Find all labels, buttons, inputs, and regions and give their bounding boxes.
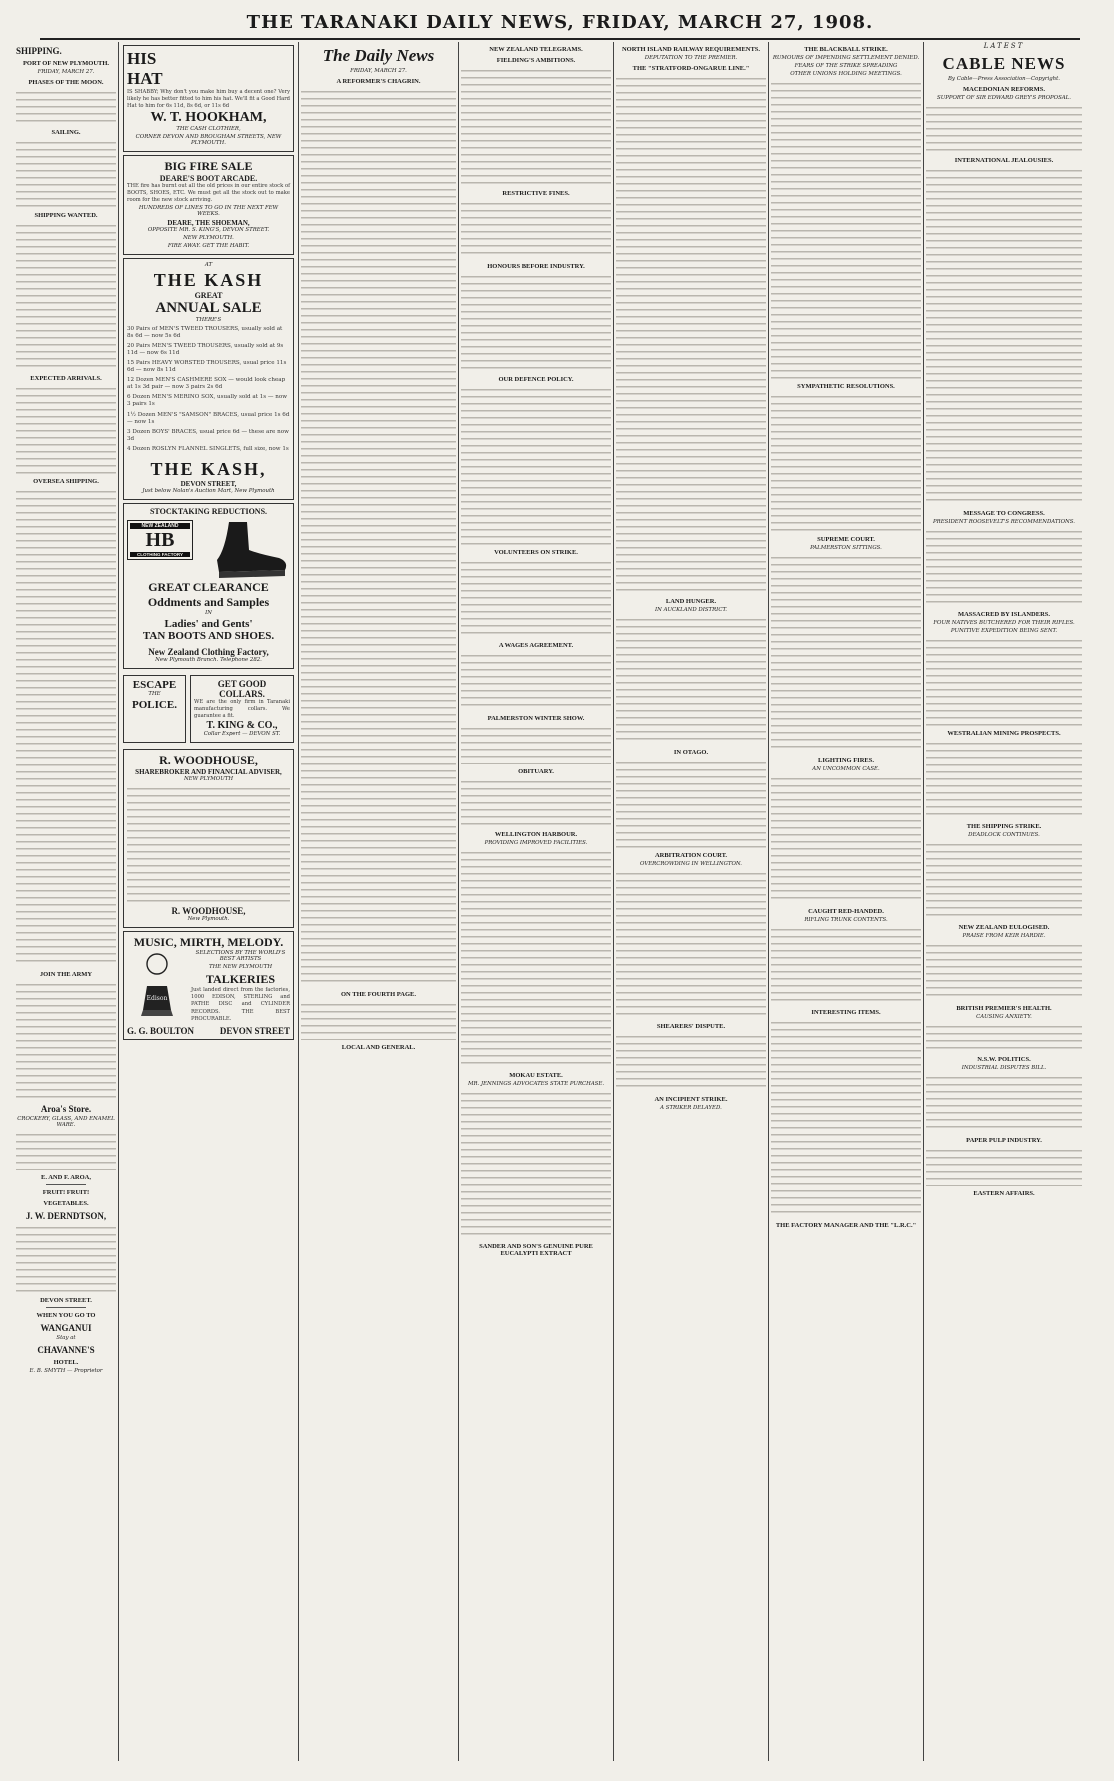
column-editorial bbox=[301, 42, 456, 1761]
hat-body: IS SHABBY; Why don't you make him buy a decent one? Very likely he has better fitted to him his hat. We'll fit a Good Hard Hat to him for 6s 11d, 8s 6d, or 11s 6d bbox=[127, 89, 290, 110]
filler-text bbox=[16, 221, 116, 371]
talkeries-ad bbox=[123, 931, 294, 1039]
chavanne-text: CHAVANNE'S bbox=[37, 1345, 95, 1356]
oddments-text: Oddments and Samples bbox=[147, 594, 270, 609]
mokau-sub: MR. JENNINGS ADVOCATES STATE PURCHASE. bbox=[467, 1081, 605, 1087]
filler-text bbox=[461, 651, 611, 711]
column-rule bbox=[298, 42, 299, 1761]
filler-text bbox=[616, 869, 766, 1019]
kash-sale-item: 20 Pairs MEN'S TWEED TROUSERS, usually sold at 9s 11d — now 6s 11d bbox=[127, 342, 284, 356]
sander-heading: SANDER AND SON'S GENUINE PURE EUCALYPTI EXTRACT bbox=[479, 1243, 593, 1257]
great-clearance: GREAT CLEARANCE bbox=[148, 579, 269, 594]
king-name: T. KING & CO., bbox=[206, 720, 278, 732]
devon-street: DEVON STREET. bbox=[40, 1297, 92, 1305]
hookham-ad bbox=[123, 45, 294, 152]
filler-text bbox=[771, 79, 921, 379]
deare-address: OPPOSITE MR. S. KING'S, DEVON STREET. bbox=[147, 226, 270, 233]
massacred-sub: FOUR NATIVES BUTCHERED FOR THEIR RIFLES. bbox=[933, 620, 1075, 626]
defence-heading: OUR DEFENCE POLICY. bbox=[498, 376, 574, 383]
king-sub: Collar Expert — DEVON ST. bbox=[203, 731, 281, 738]
dispute-sub: INDUSTRIAL DISPUTES BILL. bbox=[961, 1065, 1047, 1071]
at-text: AT bbox=[204, 261, 213, 268]
kash-sale-item: 30 Pairs of MEN'S TWEED TROUSERS, usually sold at 8s 6d — now 5s 6d bbox=[127, 325, 283, 339]
filler-text bbox=[16, 1223, 116, 1293]
kash-sale-item: 3 Dozen BOYS' BRACES, usual price 6d — these are now 3d bbox=[127, 428, 289, 442]
hb-logo bbox=[127, 520, 193, 560]
palmerston-heading: PALMERSTON WINTER SHOW. bbox=[487, 715, 585, 722]
fourth-page-heading: ON THE FOURTH PAGE. bbox=[340, 991, 416, 998]
when-text: WHEN YOU GO TO bbox=[36, 1312, 96, 1320]
deare-ad bbox=[123, 155, 294, 254]
kash-address: Just below Nolan's Auction Mart, New Plymouth bbox=[142, 487, 275, 494]
shipping-strike-heading: THE SHIPPING STRIKE. bbox=[966, 823, 1042, 830]
filler-text bbox=[771, 392, 921, 532]
lighting-heading: LIGHTING FIRES. bbox=[818, 757, 874, 764]
filler-text bbox=[461, 558, 611, 638]
escape-ad bbox=[123, 675, 186, 743]
interesting-heading: INTERESTING ITEMS. bbox=[811, 1009, 881, 1016]
ladies-text: Ladies' and Gents' bbox=[164, 617, 253, 630]
tan-boots: TAN BOOTS AND SHOES. bbox=[142, 629, 275, 642]
woodhouse-sub: SHAREBROKER AND FINANCIAL ADVISER, bbox=[135, 768, 282, 777]
arrivals-heading: EXPECTED ARRIVALS. bbox=[30, 375, 102, 383]
kash-sale-item: 1½ Dozen MEN'S "SAMSON" BRACES, usual price 1s 6d — now 1s bbox=[127, 411, 290, 425]
filler-text bbox=[771, 774, 921, 904]
aroa-sub: CROCKERY, GLASS, AND ENAMEL WARE. bbox=[17, 1116, 115, 1129]
hookham-address: CORNER DEVON AND BROUGHAM STREETS, NEW PLYMOUTH. bbox=[135, 134, 282, 147]
great-text: GREAT bbox=[194, 290, 223, 300]
filler-text bbox=[616, 74, 766, 594]
latest-text: LATEST bbox=[983, 42, 1025, 50]
nsw-heading: N.S.W. POLITICS. bbox=[977, 1056, 1031, 1063]
shipping-heading: SHIPPING. bbox=[16, 46, 62, 56]
deare-town: NEW PLYMOUTH. bbox=[183, 234, 234, 241]
sympathetic-heading: SYMPATHETIC RESOLUTIONS. bbox=[797, 383, 895, 390]
deare-hundreds: HUNDREDS OF LINES TO GO IN THE NEXT FEW WEEKS. bbox=[138, 204, 279, 217]
filler-text bbox=[16, 88, 116, 125]
nz-clothing-ad bbox=[123, 503, 294, 669]
column-shipping bbox=[16, 42, 116, 1761]
talkeries-body: Just landed direct from the factories, 1000 EDISON, STERLING and PATHE DISC and CYLINDER RECORDS. THE BEST PROCURABLE. bbox=[191, 987, 290, 1022]
woodhouse-town-2: New Plymouth. bbox=[187, 916, 230, 923]
port-heading: PORT OF NEW PLYMOUTH. bbox=[22, 60, 110, 67]
filler-text bbox=[301, 1000, 456, 1040]
filler-text bbox=[926, 636, 1082, 726]
filler-text bbox=[461, 272, 611, 372]
fruit-heading: FRUIT! FRUIT! bbox=[42, 1189, 90, 1197]
caught-heading: CAUGHT RED-HANDED. bbox=[808, 908, 884, 915]
deare-body: THE fire has burnt out all the old prices in our entire stock of BOOTS, SHOES, ETC. We must get all the stock out to make room for the new stock arriving. bbox=[127, 183, 290, 204]
boot-icon bbox=[199, 520, 289, 580]
blackball-heading: THE BLACKBALL STRIKE. bbox=[804, 46, 888, 53]
obituary-heading: OBITUARY. bbox=[518, 768, 554, 775]
escape-collar-row bbox=[121, 672, 296, 746]
palmerston-sittings: PALMERSTON SITTINGS. bbox=[810, 545, 882, 551]
deare-name: DEARE, THE SHOEMAN, bbox=[167, 218, 250, 227]
harbour-sub: PROVIDING IMPROVED FACILITIES. bbox=[484, 840, 588, 846]
escape-text: ESCAPE bbox=[132, 678, 177, 691]
smyth-text: E. B. SMYTH — Proprietor bbox=[29, 1368, 103, 1375]
aroa-address: E. AND F. AROA, bbox=[41, 1174, 91, 1182]
lighting-sub: AN UNCOMMON CASE. bbox=[812, 766, 880, 772]
cable-news-heading: CABLE NEWS bbox=[942, 54, 1066, 73]
boulton-name: G. G. BOULTON bbox=[127, 1025, 195, 1036]
devon-street-text: DEVON STREET bbox=[219, 1025, 290, 1036]
punitive-sub: PUNITIVE EXPEDITION BEING SENT. bbox=[950, 628, 1058, 634]
land-heading: LAND HUNGER. bbox=[665, 598, 717, 605]
gramophone-icon bbox=[127, 950, 187, 1020]
stratford-heading: THE "STRATFORD-ONGARUE LINE." bbox=[632, 65, 750, 72]
woodhouse-name: R. WOODHOUSE, bbox=[159, 753, 258, 768]
hookham-sub: THE CASH CLOTHIER, bbox=[176, 126, 241, 133]
divider bbox=[46, 1307, 86, 1308]
join-army-heading: JOIN THE ARMY bbox=[39, 971, 93, 979]
stocktaking-heading: STOCKTAKING REDUCTIONS. bbox=[149, 506, 268, 516]
massacred-heading: MASSACRED BY ISLANDERS. bbox=[957, 611, 1051, 618]
talkeries-heading: TALKERIES bbox=[205, 972, 276, 987]
reformer-heading: A REFORMER'S CHAGRIN. bbox=[336, 78, 421, 85]
arbitration-sub: OVERCROWDING IN WELLINGTON. bbox=[640, 861, 742, 867]
macedonian-heading: MACEDONIAN REFORMS. bbox=[963, 86, 1045, 93]
column-adverts bbox=[121, 42, 296, 1761]
filler-text bbox=[301, 87, 456, 987]
deadlock-sub: DEADLOCK CONTINUES. bbox=[968, 832, 1040, 838]
wanganui-text: WANGANUI bbox=[40, 1323, 92, 1334]
branch-text: New Plymouth Branch. Telephone 282. bbox=[155, 656, 262, 663]
filler-text bbox=[926, 739, 1082, 819]
filler-text bbox=[461, 66, 611, 186]
mokau-heading: MOKAU ESTATE. bbox=[509, 1072, 563, 1079]
daily-news-title: The Daily News bbox=[322, 46, 435, 65]
causing-sub: CAUSING ANXIETY. bbox=[976, 1014, 1032, 1020]
filler-text bbox=[461, 385, 611, 545]
harbour-heading: WELLINGTON HARBOUR. bbox=[494, 831, 578, 838]
masthead: THE TARANAKI DAILY NEWS, FRIDAY, MARCH 27, 1908. bbox=[40, 8, 1080, 40]
column-rule bbox=[923, 42, 924, 1761]
column-rule bbox=[768, 42, 769, 1761]
collars-body: WE are the only firm in Taranaki manufacturing collars. We guarantee a fit. bbox=[194, 698, 290, 720]
annual-sale: ANNUAL SALE bbox=[155, 299, 262, 316]
arbitration-heading: ARBITRATION COURT. bbox=[654, 852, 728, 859]
logo-nz: NEW ZEALAND bbox=[130, 523, 190, 529]
cable-sub: By Cable—Press Association—Copyright. bbox=[947, 76, 1061, 82]
bigfire-text: BIG FIRE SALE bbox=[164, 159, 253, 174]
congress-sub: PRESIDENT ROOSEVELT'S RECOMMENDATIONS. bbox=[933, 519, 1075, 525]
restrictive-heading: RESTRICTIVE FINES. bbox=[502, 190, 570, 197]
filler-text bbox=[771, 553, 921, 753]
theres-text: THERE'S bbox=[195, 316, 222, 323]
shearers-heading: SHEARERS' DISPUTE. bbox=[656, 1023, 726, 1030]
filler-text bbox=[461, 848, 611, 1068]
congress-heading: MESSAGE TO CONGRESS. bbox=[963, 510, 1045, 517]
deare-heading: DEARE'S BOOT ARCADE. bbox=[159, 174, 258, 184]
railway-heading: NORTH ISLAND RAILWAY REQUIREMENTS. bbox=[621, 46, 761, 53]
woodhouse-town: NEW PLYMOUTH bbox=[183, 776, 234, 783]
blackball-sub: RUMOURS OF IMPENDING SETTLEMENT DENIED. bbox=[772, 55, 920, 61]
filler-text bbox=[771, 1018, 921, 1218]
caught-sub: RIFLING TRUNK CONTENTS. bbox=[804, 917, 888, 923]
collars-heading: GET GOOD COLLARS. bbox=[217, 678, 267, 699]
filler-text bbox=[616, 1032, 766, 1092]
filler-text bbox=[926, 1073, 1082, 1133]
column-railway bbox=[616, 42, 766, 1761]
filler-text bbox=[926, 941, 1082, 1001]
filler-text bbox=[771, 925, 921, 1005]
kash-footer: THE KASH, bbox=[150, 458, 267, 479]
filler-text bbox=[926, 103, 1082, 153]
divider bbox=[46, 1184, 86, 1185]
factory-manager-heading: THE FACTORY MANAGER AND THE "L.R.C." bbox=[775, 1222, 917, 1229]
vegetables-heading: VEGETABLES. bbox=[43, 1200, 89, 1208]
fielding-heading: FIELDING'S AMBITIONS. bbox=[496, 57, 576, 64]
honours-heading: HONOURS BEFORE INDUSTRY. bbox=[487, 263, 585, 270]
filler-text bbox=[926, 1022, 1082, 1052]
column-rule bbox=[458, 42, 459, 1761]
kash-street: DEVON STREET, bbox=[180, 479, 237, 488]
filler-text bbox=[16, 384, 116, 474]
railway-sub: DEPUTATION TO THE PREMIER. bbox=[644, 55, 738, 61]
filler-text bbox=[461, 777, 611, 827]
volunteers-heading: VOLUNTEERS ON STRIKE. bbox=[494, 549, 578, 556]
selections-text: SELECTIONS BY THE WORLD'S BEST ARTISTS bbox=[195, 950, 286, 963]
his-text: HIS bbox=[127, 49, 157, 68]
overseas-heading: OVERSEA SHIPPING. bbox=[33, 478, 99, 486]
column-rule bbox=[613, 42, 614, 1761]
other-unions-text: OTHER UNIONS HOLDING MEETINGS. bbox=[790, 71, 902, 77]
land-sub: IN AUCKLAND DISTRICT. bbox=[655, 607, 727, 613]
new-plymouth-text: THE NEW PLYMOUTH bbox=[208, 964, 273, 971]
hotel-text: HOTEL. bbox=[53, 1359, 79, 1367]
otago-heading: IN OTAGO. bbox=[673, 749, 709, 756]
collars-ad bbox=[190, 675, 294, 743]
filler-text bbox=[16, 980, 116, 1100]
paper-heading: PAPER PULP INDUSTRY. bbox=[966, 1137, 1042, 1144]
music-heading: MUSIC, MIRTH, MELODY. bbox=[133, 935, 284, 950]
kash-sale-item: 6 Dozen MEN'S MERINO SOX, usually sold at 1s — now 3 pairs 1s bbox=[127, 394, 288, 408]
filler-text bbox=[16, 138, 116, 208]
filler-text bbox=[616, 758, 766, 848]
incipient-sub: A STRIKER DELAYED. bbox=[660, 1105, 722, 1111]
hat-text: HAT bbox=[127, 69, 163, 88]
incipient-heading: AN INCIPIENT STRIKE. bbox=[654, 1096, 728, 1103]
hookham-name: W. T. HOOKHAM, bbox=[150, 110, 267, 126]
nz-eulogised-heading: NEW ZEALAND EULOGISED. bbox=[958, 924, 1050, 931]
column-blackball bbox=[771, 42, 921, 1761]
kash-sale-item: 15 Pairs HEAVY WORSTED TROUSERS, usual price 11s 6d — now 8s 11d bbox=[127, 359, 287, 374]
filler-text bbox=[926, 166, 1082, 506]
kash-ad bbox=[123, 258, 294, 500]
eastern-heading: EASTERN AFFAIRS. bbox=[973, 1190, 1035, 1197]
sailing-heading: SAILING. bbox=[51, 129, 81, 137]
filler-text bbox=[461, 724, 611, 764]
premier-heading: BRITISH PREMIER'S HEALTH. bbox=[956, 1005, 1052, 1012]
column-rule bbox=[118, 42, 119, 1761]
aroa-heading: Aroa's Store. bbox=[40, 1104, 92, 1115]
nz-clothing-factory: New Zealand Clothing Factory, bbox=[148, 646, 269, 657]
filler-text bbox=[461, 199, 611, 259]
filler-text bbox=[461, 1089, 611, 1239]
westralian-heading: WESTRALIAN MINING PROSPECTS. bbox=[947, 730, 1061, 737]
filler-text bbox=[16, 1130, 116, 1170]
the-text: THE bbox=[148, 690, 161, 697]
column-nz-telegrams bbox=[461, 42, 611, 1761]
filler-text bbox=[127, 784, 290, 904]
filler-text bbox=[926, 1146, 1082, 1186]
local-general-heading: LOCAL AND GENERAL. bbox=[341, 1044, 416, 1051]
filler-text bbox=[16, 487, 116, 967]
woodhouse-name-2: R. WOODHOUSE, bbox=[171, 906, 246, 917]
international-heading: INTERNATIONAL JEALOUSIES. bbox=[954, 157, 1054, 164]
edison-label: Edison bbox=[146, 995, 168, 1003]
wages-heading: A WAGES AGREEMENT. bbox=[498, 642, 574, 649]
fears-text: FEARS OF THE STRIKE SPREADING bbox=[794, 63, 898, 69]
filler-text bbox=[926, 527, 1082, 607]
logo-hb: HB bbox=[145, 528, 175, 551]
in-text: IN bbox=[205, 609, 212, 616]
column-cable-news bbox=[926, 42, 1082, 1761]
woodhouse-ad bbox=[123, 749, 294, 928]
filler-text bbox=[926, 840, 1082, 920]
supreme-heading: SUPREME COURT. bbox=[817, 536, 875, 543]
filler-text bbox=[616, 615, 766, 745]
deare-footer: FIRE AWAY. GET THE HABIT. bbox=[167, 242, 250, 249]
kash-items bbox=[127, 326, 290, 453]
shipping-date: FRIDAY, MARCH 27. bbox=[37, 69, 95, 75]
nz-telegrams-heading: NEW ZEALAND TELEGRAMS. bbox=[489, 46, 583, 53]
derndtson-name: J. W. DERNDTSON, bbox=[25, 1211, 107, 1222]
stay-text: Stay at bbox=[56, 1335, 76, 1342]
editorial-date: FRIDAY, MARCH 27. bbox=[350, 68, 407, 74]
praise-sub: PRAISE FROM KEIR HARDIE. bbox=[962, 933, 1046, 939]
kash-sale-item: 4 Dozen ROSLYN FLANNEL SINGLETS, full size, now 1s bbox=[127, 445, 289, 452]
macedonian-sub: SUPPORT OF SIR EDWARD GREY'S PROPOSAL. bbox=[937, 95, 1071, 101]
kash-heading: THE KASH bbox=[153, 269, 264, 290]
shipping-wanted-heading: SHIPPING WANTED. bbox=[34, 212, 98, 220]
kash-sale-item: 12 Dozen MEN'S CASHMERE SOX — would look cheap at 1s 3d pair — now 3 pairs 2s 6d bbox=[127, 377, 286, 391]
police-text: POLICE. bbox=[132, 698, 177, 711]
moon-heading: PHASES OF THE MOON. bbox=[28, 79, 104, 86]
logo-clothing: CLOTHING FACTORY bbox=[130, 552, 190, 557]
